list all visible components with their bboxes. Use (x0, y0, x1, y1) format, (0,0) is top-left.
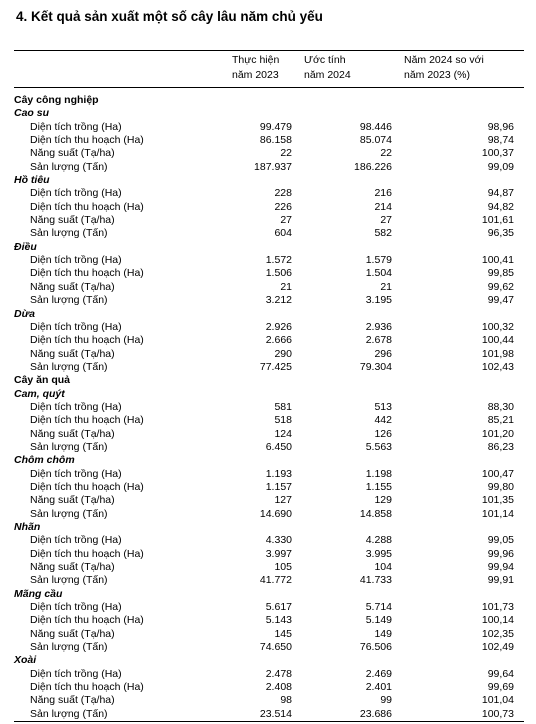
value-percent: 102,43 (481, 360, 514, 373)
value-2024: 186.226 (354, 160, 392, 173)
row-label: Năng suất (Tạ/ha) (30, 214, 115, 227)
value-2024: 513 (374, 400, 392, 413)
crop-name: Chôm chôm (14, 454, 75, 467)
table-row (14, 214, 524, 227)
value-2024: 27 (380, 214, 392, 227)
group-heading: Cây công nghiệp (14, 94, 99, 106)
crop-name: Dừa (14, 307, 35, 320)
row-label: Diện tích trồng (Ha) (30, 400, 122, 413)
production-table (14, 50, 524, 722)
table-row (14, 614, 524, 627)
row-label: Sản lượng (Tấn) (30, 440, 108, 453)
value-percent: 101,98 (481, 347, 514, 360)
header-2024 (294, 51, 394, 88)
value-2024: 1.579 (365, 254, 392, 267)
table-row (14, 227, 524, 240)
table-row (14, 628, 524, 641)
value-2024: 214 (374, 200, 392, 213)
value-percent: 101,35 (481, 494, 514, 507)
value-2024: 85.074 (359, 134, 392, 147)
value-2023: 127 (274, 494, 292, 507)
value-2024: 76.506 (359, 641, 392, 654)
value-2024: 2.401 (365, 681, 392, 694)
value-2023: 2.408 (265, 681, 292, 694)
value-2023: 105 (274, 561, 292, 574)
header-2024-line1: Ước tính (304, 54, 346, 66)
value-percent: 99,62 (487, 280, 514, 293)
row-label: Năng suất (Tạ/ha) (30, 694, 115, 707)
value-percent: 99,64 (487, 667, 514, 680)
value-2023: 6.450 (265, 440, 292, 453)
table-row (14, 601, 524, 614)
value-2024: 582 (374, 227, 392, 240)
group-heading-row (14, 374, 524, 387)
value-2024: 2.678 (365, 334, 392, 347)
value-percent: 101,20 (481, 427, 514, 440)
value-percent: 100,37 (481, 147, 514, 160)
row-label: Diện tích trồng (Ha) (30, 467, 122, 480)
value-2024: 23.686 (294, 708, 394, 722)
table-row (14, 548, 524, 561)
value-2024: 79.304 (359, 360, 392, 373)
row-label: Năng suất (Tạ/ha) (30, 280, 115, 293)
table-row (14, 641, 524, 654)
value-2023: 1.572 (265, 254, 292, 267)
table-row (14, 468, 524, 481)
header-percent-line1: Năm 2024 so với (404, 54, 484, 66)
value-2023: 604 (274, 227, 292, 240)
row-label: Sản lượng (Tấn) (30, 574, 108, 587)
crop-heading-row (14, 654, 524, 667)
table-row (14, 494, 524, 507)
crop-name: Nhãn (14, 521, 41, 533)
value-2024: 5.563 (365, 440, 392, 453)
value-2024: 296 (374, 347, 392, 360)
value-2023: 1.157 (265, 480, 292, 493)
value-percent: 100,47 (481, 467, 514, 480)
crop-name: Mãng cầu (14, 587, 63, 600)
group-heading-row (14, 94, 524, 107)
value-2024: 104 (374, 561, 392, 574)
table-row (14, 481, 524, 494)
value-2023: 228 (274, 187, 292, 200)
value-percent: 96,35 (487, 227, 514, 240)
row-label: Diện tích trồng (Ha) (30, 667, 122, 680)
value-percent: 99,96 (487, 547, 514, 560)
value-2023: 27 (280, 214, 292, 227)
value-2023: 86.158 (259, 134, 292, 147)
value-2024: 1.198 (365, 467, 392, 480)
value-percent: 102,49 (481, 641, 514, 654)
value-2023: 2.926 (265, 320, 292, 333)
value-percent: 102,35 (481, 627, 514, 640)
value-2023: 4.330 (265, 534, 292, 547)
header-2024-line2: năm 2024 (304, 69, 351, 81)
row-label: Diện tích trồng (Ha) (30, 534, 122, 547)
row-label: Diện tích thu hoạch (Ha) (30, 334, 144, 347)
value-2024: 149 (374, 627, 392, 640)
value-percent: 101,61 (481, 214, 514, 227)
value-2024: 98.446 (359, 120, 392, 133)
value-2024: 126 (374, 427, 392, 440)
value-2023: 581 (274, 400, 292, 413)
header-2023 (214, 51, 294, 88)
row-label: Diện tích thu hoạch (Ha) (30, 547, 144, 560)
row-label: Diện tích trồng (Ha) (30, 187, 122, 200)
value-percent: 99,09 (487, 160, 514, 173)
value-2023: 3.212 (265, 294, 292, 307)
value-2023: 5.143 (265, 614, 292, 627)
value-2024: 5.714 (365, 601, 392, 614)
value-2024: 442 (374, 414, 392, 427)
header-2023-line1: Thực hiện (232, 54, 280, 66)
crop-name: Xoài (14, 654, 37, 667)
value-2023: 187.937 (254, 160, 292, 173)
value-2023: 99.479 (259, 120, 292, 133)
value-2023: 2.666 (265, 334, 292, 347)
table-row (14, 281, 524, 294)
value-percent: 101,04 (481, 694, 514, 707)
table-row (14, 694, 524, 707)
row-label: Diện tích trồng (Ha) (30, 601, 122, 614)
crop-heading-row (14, 308, 524, 321)
value-2023: 74.650 (259, 641, 292, 654)
row-label: Diện tích trồng (Ha) (30, 320, 122, 333)
value-2023: 23.514 (214, 708, 294, 722)
header-percent-line2: năm 2023 (%) (404, 69, 470, 81)
value-percent: 100,32 (481, 320, 514, 333)
value-2024: 14.858 (359, 507, 392, 520)
value-2023: 77.425 (259, 360, 292, 373)
value-2024: 21 (380, 280, 392, 293)
row-label: Diện tích thu hoạch (Ha) (30, 134, 144, 147)
row-label: Sản lượng (Tấn) (30, 507, 108, 520)
crop-heading-row (14, 107, 524, 120)
value-percent: 100,73 (394, 708, 524, 722)
row-label: Năng suất (Tạ/ha) (30, 561, 115, 574)
value-percent: 99,85 (487, 267, 514, 280)
value-percent: 100,41 (481, 254, 514, 267)
crop-heading-row (14, 588, 524, 601)
table-row (14, 348, 524, 361)
row-label: Diện tích thu hoạch (Ha) (30, 267, 144, 280)
row-label: Năng suất (Tạ/ha) (30, 494, 115, 507)
table-row (14, 681, 524, 694)
row-label: Năng suất (Tạ/ha) (30, 627, 115, 640)
row-label: Năng suất (Tạ/ha) (30, 347, 115, 360)
value-2023: 1.506 (265, 267, 292, 280)
row-label: Sản lượng (Tấn) (30, 641, 108, 654)
table-header-row (14, 51, 524, 88)
value-percent: 99,05 (487, 534, 514, 547)
value-2023: 21 (280, 280, 292, 293)
header-2023-line2: năm 2023 (232, 69, 279, 81)
value-percent: 100,44 (481, 334, 514, 347)
row-label: Sản lượng (Tấn) (14, 708, 214, 722)
table-row (14, 508, 524, 521)
header-label-cell (14, 51, 214, 88)
crop-heading-row (14, 521, 524, 534)
value-2023: 1.193 (265, 467, 292, 480)
value-2024: 2.936 (365, 320, 392, 333)
row-label: Diện tích thu hoạch (Ha) (30, 614, 144, 627)
table-row (14, 134, 524, 147)
table-row (14, 294, 524, 307)
value-2024: 3.195 (365, 294, 392, 307)
table-row (14, 534, 524, 547)
table-row (14, 561, 524, 574)
value-2024: 4.288 (365, 534, 392, 547)
table-row (14, 334, 524, 347)
value-2024: 41.733 (359, 574, 392, 587)
value-2023: 41.772 (259, 574, 292, 587)
table-row (14, 668, 524, 681)
value-2023: 14.690 (259, 507, 292, 520)
row-label: Sản lượng (Tấn) (30, 227, 108, 240)
value-2023: 290 (274, 347, 292, 360)
table-row (14, 121, 524, 134)
value-percent: 100,14 (481, 614, 514, 627)
row-label: Năng suất (Tạ/ha) (30, 427, 115, 440)
value-2024: 1.155 (365, 480, 392, 493)
table-row (14, 361, 524, 374)
row-label: Năng suất (Tạ/ha) (30, 147, 115, 160)
row-label: Diện tích thu hoạch (Ha) (30, 200, 144, 213)
page-title: 4. Kết quả sản xuất một số cây lâu năm chủ yếu (16, 9, 323, 24)
row-label: Sản lượng (Tấn) (30, 160, 108, 173)
value-percent: 88,30 (487, 400, 514, 413)
value-2024: 216 (374, 187, 392, 200)
table-body (14, 94, 524, 722)
crop-heading-row (14, 241, 524, 254)
value-percent: 94,87 (487, 187, 514, 200)
value-2023: 3.997 (265, 547, 292, 560)
table-row (14, 441, 524, 454)
table-row (14, 414, 524, 427)
table-row (14, 161, 524, 174)
value-percent: 94,82 (487, 200, 514, 213)
value-percent: 99,69 (487, 681, 514, 694)
row-label: Diện tích thu hoạch (Ha) (30, 480, 144, 493)
value-percent: 99,91 (487, 574, 514, 587)
table-row (14, 428, 524, 441)
value-2023: 518 (274, 414, 292, 427)
value-2024: 99 (380, 694, 392, 707)
value-percent: 99,94 (487, 561, 514, 574)
row-label: Diện tích thu hoạch (Ha) (30, 681, 144, 694)
value-percent: 101,73 (481, 601, 514, 614)
value-2023: 226 (274, 200, 292, 213)
crop-name: Cao su (14, 107, 50, 120)
table-row (14, 321, 524, 334)
table-row (14, 267, 524, 280)
value-2023: 98 (280, 694, 292, 707)
table-row (14, 201, 524, 214)
row-label: Diện tích thu hoạch (Ha) (30, 414, 144, 427)
value-2023: 22 (280, 147, 292, 160)
value-percent: 101,14 (481, 507, 514, 520)
value-2024: 2.469 (365, 667, 392, 680)
table-row (14, 254, 524, 267)
value-2024: 5.149 (365, 614, 392, 627)
crop-name: Hồ tiêu (14, 174, 50, 187)
value-percent: 98,74 (487, 134, 514, 147)
row-label: Sản lượng (Tấn) (30, 294, 108, 307)
value-percent: 85,21 (487, 414, 514, 427)
value-2024: 22 (380, 147, 392, 160)
value-percent: 99,47 (487, 294, 514, 307)
row-label: Diện tích trồng (Ha) (30, 120, 122, 133)
value-2024: 129 (374, 494, 392, 507)
table-row (14, 574, 524, 587)
value-percent: 98,96 (487, 120, 514, 133)
table-row (14, 708, 524, 722)
group-heading: Cây ăn quả (14, 374, 71, 387)
crop-heading-row (14, 174, 524, 187)
table-row (14, 147, 524, 160)
crop-heading-row (14, 454, 524, 467)
value-2023: 2.478 (265, 667, 292, 680)
row-label: Sản lượng (Tấn) (30, 360, 108, 373)
value-percent: 86,23 (487, 440, 514, 453)
value-2024: 1.504 (365, 267, 392, 280)
value-2024: 3.995 (365, 547, 392, 560)
value-percent: 99,80 (487, 480, 514, 493)
value-2023: 124 (274, 427, 292, 440)
table-row (14, 401, 524, 414)
crop-heading-row (14, 388, 524, 401)
row-label: Diện tích trồng (Ha) (30, 254, 122, 267)
crop-name: Điều (14, 240, 37, 253)
value-2023: 5.617 (265, 601, 292, 614)
crop-name: Cam, quýt (14, 387, 65, 400)
header-percent (394, 51, 524, 88)
value-2023: 145 (274, 627, 292, 640)
table-row (14, 187, 524, 200)
